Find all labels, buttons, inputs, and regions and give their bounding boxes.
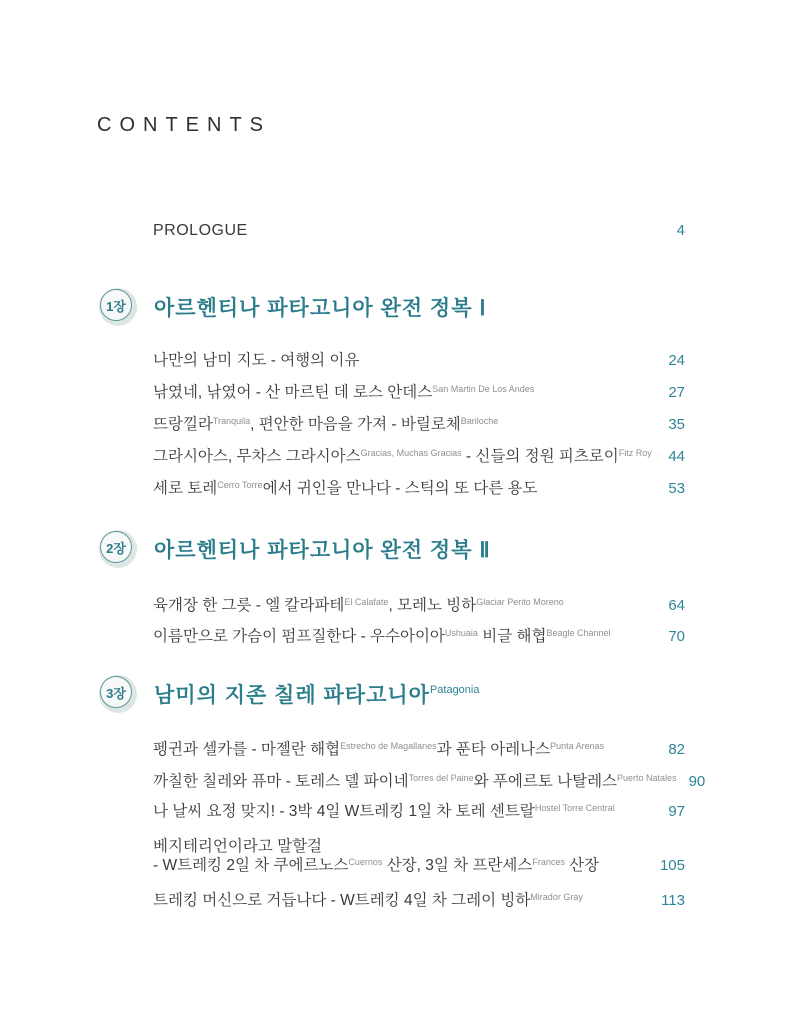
toc-item-superscript: Gracias, Muchas Gracias — [360, 448, 462, 458]
chapter-1-title — [154, 292, 487, 322]
toc-item-superscript: Beagle Channel — [546, 628, 611, 638]
toc-item — [153, 380, 685, 402]
toc-item-page-number: 97 — [668, 803, 685, 820]
chapter-title-superscript: Patagonia — [429, 684, 480, 696]
toc-item — [153, 888, 685, 910]
toc-item-page-number: 24 — [668, 352, 685, 369]
toc-item-title: 나 날씨 요정 맞지! - 3박 4일 W트레킹 1일 차 토레 센트랄$^{Hostel Torre Central}$ — [153, 803, 615, 820]
prologue-label: PROLOGUE — [153, 222, 248, 239]
chapter-badge-label: 3장 — [100, 676, 132, 708]
toc-item-superscript: Bariloche — [460, 416, 499, 426]
chapter-3-header — [99, 675, 479, 713]
toc-item-page-number: 70 — [668, 628, 685, 645]
toc-item — [153, 476, 685, 498]
toc-item — [153, 769, 706, 791]
toc-item-superscript: Frances — [532, 857, 565, 867]
toc-item-title: 펭귄과 셀카를 - 마젤란 해협$^{Estrecho de Magallanes}$과 푼타 아레나스$^{Punta Arenas}$ — [153, 741, 605, 758]
chapter-title-text: 아르헨티나 파타고니아 완전 정복 Ⅱ — [154, 539, 491, 562]
toc-item-page-number: 82 — [668, 741, 685, 758]
toc-item-superscript: Fitz Roy — [618, 448, 652, 458]
toc-item-title: 트레킹 머신으로 거듭나다 - W트레킹 4일 차 그레이 빙하$^{Mirador Gray}$ — [153, 892, 583, 909]
toc-item-superscript: Cuernos — [348, 857, 383, 867]
toc-item-superscript: Cerro Torre — [217, 480, 263, 490]
toc-item-title: 나만의 남미 지도 - 여행의 이유 — [153, 352, 360, 369]
chapter-badge-label: 1장 — [100, 289, 132, 321]
toc-item-title: 육개장 한 그릇 - 엘 칼라파테$^{El Calafate}$, 모레노 빙하$^{Glaciar Perito Moreno}$ — [153, 597, 564, 614]
toc-item-superscript: Ushuaia — [444, 628, 478, 638]
chapter-title-text: 아르헨티나 파타고니아 완전 정복 Ⅰ — [154, 297, 487, 320]
chapter-2-badge — [99, 530, 137, 568]
toc-item — [153, 853, 685, 875]
prologue-page-number: 4 — [676, 222, 685, 239]
chapter-3-title — [154, 679, 479, 709]
toc-item-title: 세로 토레$^{Cerro Torre}$에서 귀인을 만나다 - 스틱의 또 다른 용도 — [153, 480, 538, 497]
toc-item-page-number: 90 — [688, 773, 706, 790]
toc-item-page-number: 27 — [668, 384, 685, 401]
toc-item-superscript: San Martin De Los Andes — [432, 384, 535, 394]
toc-item-superscript: Tranquila — [212, 416, 251, 426]
toc-item-superscript: Punta Arenas — [550, 741, 605, 751]
chapter-1-badge — [99, 288, 137, 326]
toc-item-superscript: Estrecho de Magallanes — [340, 741, 437, 751]
chapter-title-text: 남미의 지존 칠레 파타고니아 — [154, 684, 430, 707]
toc-item-superscript: Mirador Gray — [530, 892, 583, 902]
toc-item-title: 뜨랑낄라$^{Tranquila}$, 편안한 마음을 가져 - 바릴로체$^{Bariloche}$ — [153, 416, 499, 433]
toc-item — [153, 593, 685, 615]
toc-item-superscript: Glaciar Perito Moreno — [476, 597, 564, 607]
toc-item-title: - W트레킹 2일 차 쿠에르노스$^{Cuernos}$ 산장, 3일 차 프란세스$^{Frances}$ 산장 — [153, 857, 600, 874]
toc-item-superscript: Torres del Paine — [408, 773, 474, 783]
toc-item-page-number: 113 — [661, 892, 685, 909]
toc-item-page-number: 35 — [668, 416, 685, 433]
toc-item — [153, 737, 685, 759]
toc-item-title: 이름만으로 가슴이 펌프질한다 - 우수아이아$^{Ushuaia}$ 비글 해협$^{Beagle Channel}$ — [153, 628, 611, 645]
toc-item — [153, 444, 685, 466]
chapter-1-header — [99, 288, 487, 326]
chapter-badge-label: 2장 — [100, 531, 132, 563]
toc-item — [153, 348, 685, 370]
chapter-2-header — [99, 530, 491, 568]
toc-item-page-number: 53 — [668, 480, 685, 497]
toc-item-title: 베지테리언이라고 말할걸 — [153, 838, 323, 855]
toc-item-title: 까칠한 칠레와 퓨마 - 토레스 델 파이네$^{Torres del Paine}$와 푸에르토 나탈레스$^{Puerto Natales}$ — [153, 773, 677, 790]
toc-item — [153, 412, 685, 434]
toc-item-superscript: Hostel Torre Central — [534, 803, 615, 813]
toc-item-page-number: 44 — [668, 448, 685, 465]
toc-item — [153, 624, 685, 646]
chapter-3-badge — [99, 675, 137, 713]
toc-item-title: 그라시아스, 무차스 그라시아스$^{Gracias, Muchas Gracias}$ - 신들의 정원 피츠로이$^{Fitz Roy}$ — [153, 448, 652, 465]
chapter-2-title — [154, 534, 491, 564]
toc-item-superscript: El Calafate — [344, 597, 389, 607]
toc-item — [153, 799, 685, 821]
toc-item-page-number: 64 — [668, 597, 685, 614]
toc-item-title: 낚였네, 낚였어 - 산 마르틴 데 로스 안데스$^{San Martin De Los Andes}$ — [153, 384, 535, 401]
toc-item-page-number: 105 — [659, 857, 685, 874]
toc-item-superscript: Puerto Natales — [617, 773, 677, 783]
page-title: CONTENTS — [97, 114, 271, 136]
prologue-row — [153, 222, 685, 240]
